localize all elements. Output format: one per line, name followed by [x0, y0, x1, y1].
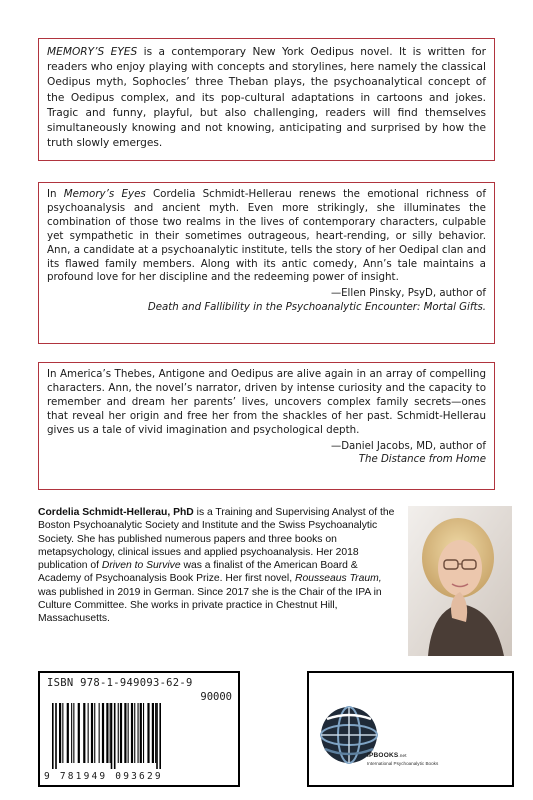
- bio-book-title: Rousseaus Traum,: [294, 573, 382, 585]
- barcode-bar: [111, 703, 113, 769]
- review-attribution: [47, 287, 486, 314]
- bio-part: was a finalist of the American Board & Academy of Psychoanalysis Book Prize. Her first novel,: [38, 560, 358, 585]
- author-portrait-image: [408, 506, 512, 656]
- blurb-title: MEMORY’S EYES: [47, 46, 138, 58]
- blurb-text: [47, 45, 486, 151]
- barcode-bars: [44, 703, 236, 769]
- review-body: Cordelia Schmidt-Hellerau renews the emotional richness of psychoanalysis and ancient myth. Even more strikingly, she illuminates the combination of those two realms in the lives of contemporary characters, culpable yet sympathetic in their sometimes outrageous, heart-rending, or silly behavior. Ann, a candidate at a psychoanalytic institute, tells the story of her Oedipal clan and its flawed family members. Along with its antic comedy, Ann’s tale maintains a profound love for her discipline and the redeeming power of insight.: [47, 188, 486, 284]
- publisher-logo-box: [307, 671, 514, 787]
- barcode-bar: [62, 703, 63, 763]
- globe-logo-icon: [309, 673, 512, 785]
- author-photo: [408, 506, 512, 656]
- barcode-bar: [152, 703, 154, 763]
- review-box-pinsky: [38, 182, 495, 344]
- author-name: Cordelia Schmidt-Hellerau, PhD: [38, 507, 194, 518]
- review-text: In America’s Thebes, Antigone and Oedipus are alive again in an array of compelling characters. Ann, the novel’s narrator, driven by intense curiosity and the capacity to remember and dream her parents’ lives, uncovers complex family secrets—ones that reveal her origin and free her from the shackles of her past. Schmidt-Hellerau gives us a tale of vivid imagination and psychological depth.: [47, 368, 486, 436]
- bio-book-title: Driven to Survive: [101, 560, 181, 572]
- barcode-bar: [124, 703, 126, 763]
- reviewer-name: —Ellen Pinsky, PsyD, author of: [330, 288, 486, 300]
- barcode-bar: [134, 703, 135, 763]
- barcode-bar: [110, 703, 111, 763]
- price-code: 90000: [200, 691, 232, 703]
- barcode-bar: [94, 703, 95, 763]
- barcode-bar: [131, 703, 133, 763]
- barcode-bar: [59, 703, 61, 763]
- review-box-jacobs: [38, 362, 495, 490]
- barcode-bar: [83, 703, 85, 763]
- barcode-bar: [114, 703, 116, 769]
- barcode-bar: [147, 703, 149, 763]
- bio-part: was published in 2019 in German. Since 2017 she is the Chair of the IPA in Culture Committee. She works in private practice in Chestnut Hill, Massachusetts.: [38, 586, 382, 625]
- barcode-bar: [138, 703, 139, 763]
- review-intro: In: [47, 188, 64, 200]
- bio-part: is a Training and Supervising Analyst of the Boston Psychoanalytic Society and Institute and the Swiss Psychoanalytic Society. She has published numerous papers and three books on metapsychology, clinical issues and applied psychoanalysis. Her 2018 publication of: [38, 507, 395, 572]
- barcode-bar: [106, 703, 108, 763]
- barcode-bar: [118, 703, 119, 763]
- reviewer-book: Death and Fallibility in the Psychoanalytic Encounter: Mortal Gifts.: [147, 301, 486, 313]
- barcode-bar: [140, 703, 142, 763]
- ean-digits: 9 781949 093629: [44, 771, 163, 782]
- barcode-bar: [159, 703, 161, 769]
- reviewer-name: —Daniel Jacobs, MD, author of: [331, 440, 486, 452]
- barcode-bar: [99, 703, 100, 763]
- review-text: [47, 188, 486, 285]
- blurb-body: is a contemporary New York Oedipus novel. It is written for readers who enjoy playing with concepts and storylines, here namely the classical Oedipus myth, Sophocles’ three Theban plays, the psychoanalytical concept of the Oedipus complex, and its pop-cultural adaptations in cartoons and jokes. Tragic and funny, playful, but also challenging, readers will find themselves simultaneously knowing and not knowing, anticipating and surprised by how the truth slowly emerges.: [47, 46, 487, 150]
- barcode-bar: [71, 703, 72, 763]
- isbn-label: ISBN 978-1-949093-62-9: [47, 677, 193, 689]
- barcode-bar: [156, 703, 158, 769]
- author-bio: [38, 506, 514, 656]
- review-attribution: [47, 440, 486, 467]
- publisher-name: IPBOOKS.net: [367, 752, 407, 759]
- barcode-bar: [73, 703, 74, 763]
- blurb-box: [38, 38, 495, 161]
- barcode-bar: [120, 703, 122, 763]
- barcode-bar: [155, 703, 156, 763]
- barcode-bar: [91, 703, 93, 763]
- barcode-bar: [143, 703, 144, 763]
- barcode-bar: [102, 703, 104, 763]
- barcode-bar: [55, 703, 57, 769]
- bio-text: [38, 506, 398, 626]
- publisher-subtitle: International Psychoanalytic Books: [367, 761, 439, 766]
- barcode-bar: [78, 703, 80, 763]
- barcode-bar: [67, 703, 69, 763]
- reviewer-book: The Distance from Home: [358, 454, 486, 466]
- review-book-title: Memory’s Eyes: [63, 188, 146, 200]
- barcode-bar: [52, 703, 54, 769]
- barcode-bar: [128, 703, 129, 763]
- isbn-barcode: [38, 671, 240, 787]
- barcode-bar: [88, 703, 89, 763]
